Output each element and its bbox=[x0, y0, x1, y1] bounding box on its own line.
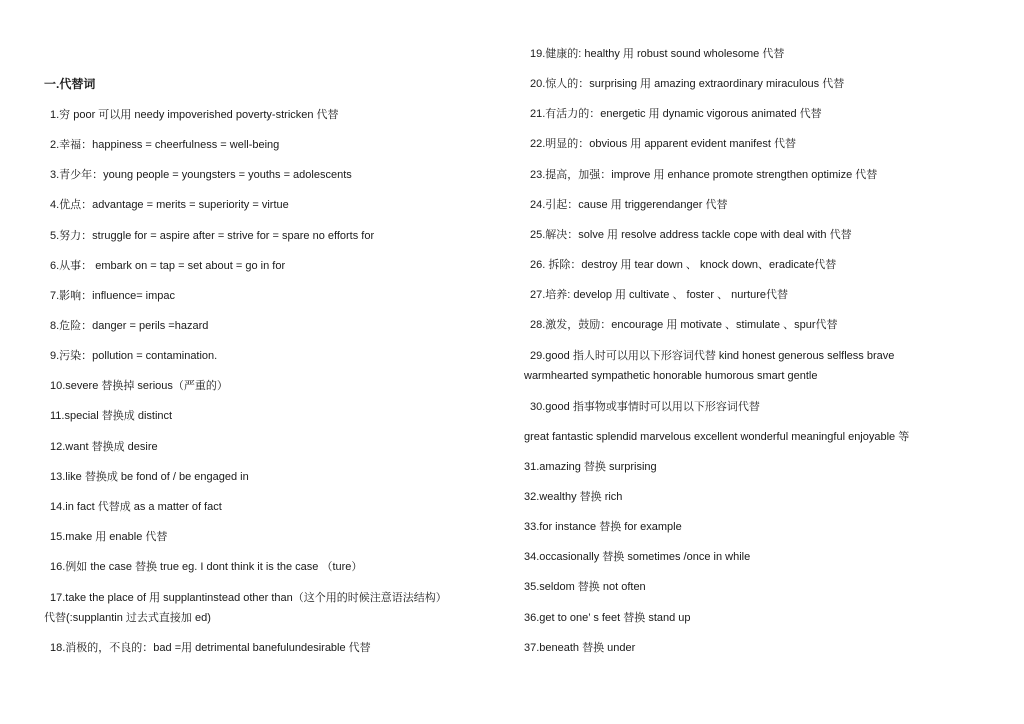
list-item-continuation: 代替(:supplantin 过去式直接加 ed) bbox=[44, 612, 211, 624]
list-item: 24.引起：cause 用 triggerendanger 代替 bbox=[530, 199, 728, 211]
list-item: 4.优点：advantage = merits = superiority = virtue bbox=[50, 199, 289, 211]
list-item: 32.wealthy 替换 rich bbox=[524, 491, 623, 503]
list-item: 21.有活力的：energetic 用 dynamic vigorous animated 代替 bbox=[530, 108, 822, 120]
list-item: 31.amazing 替换 surprising bbox=[524, 461, 657, 473]
list-item: 28.激发，鼓励：encourage 用 motivate 、stimulate 、spur代替 bbox=[530, 319, 838, 331]
list-item: 20.惊人的：surprising 用 amazing extraordinary miraculous 代替 bbox=[530, 78, 845, 90]
list-item-continuation: great fantastic splendid marvelous excellent wonderful meaningful enjoyable 等 bbox=[524, 431, 910, 443]
list-item: 2.幸福：happiness = cheerfulness = well-being bbox=[50, 139, 280, 151]
list-item: 27.培养: develop 用 cultivate 、 foster 、 nurture代替 bbox=[530, 289, 788, 301]
list-item: 1.穷 poor 可以用 needy impoverished poverty-stricken 代替 bbox=[50, 109, 339, 121]
list-item: 33.for instance 替换 for example bbox=[524, 521, 682, 533]
list-item: 29.good 指人时可以用以下形容词代替 kind honest generous selfless brave bbox=[530, 350, 895, 362]
list-item: 35.seldom 替换 not often bbox=[524, 581, 646, 593]
list-item: 10.severe 替换掉 serious（严重的） bbox=[50, 380, 228, 392]
list-item: 11.special 替换成 distinct bbox=[50, 410, 173, 422]
list-item: 7.影响：influence= impac bbox=[50, 290, 176, 302]
list-item: 8.危险：danger = perils =hazard bbox=[50, 320, 209, 332]
list-item: 34.occasionally 替换 sometimes /once in while bbox=[524, 551, 751, 563]
list-item: 6.从事： embark on = tap = set about = go in for bbox=[50, 260, 286, 272]
list-item: 30.good 指事物或事情时可以用以下形容词代替 bbox=[530, 401, 760, 413]
list-item: 14.in fact 代替成 as a matter of fact bbox=[50, 501, 222, 513]
list-item: 15.make 用 enable 代替 bbox=[50, 531, 168, 543]
list-item: 18.消极的，不良的：bad =用 detrimental banefulundesirable 代替 bbox=[50, 642, 371, 654]
list-item: 9.污染：pollution = contamination. bbox=[50, 350, 218, 362]
list-item: 36.get to one’ s feet 替换 stand up bbox=[524, 612, 691, 624]
list-item: 13.like 替换成 be fond of / be engaged in bbox=[50, 471, 249, 483]
list-item: 23.提高，加强：improve 用 enhance promote strengthen optimize 代替 bbox=[530, 169, 878, 181]
list-item: 12.want 替换成 desire bbox=[50, 441, 158, 453]
list-item: 3.青少年：young people = youngsters = youths = adolescents bbox=[50, 169, 352, 181]
list-item-continuation: warmhearted sympathetic honorable humorous smart gentle bbox=[524, 370, 818, 382]
list-item: 22.明显的：obvious 用 apparent evident manifest 代替 bbox=[530, 138, 796, 150]
list-item: 17.take the place of 用 supplantinstead other than（这个用的时候注意语法结构） bbox=[50, 592, 447, 604]
list-item: 16.例如 the case 替换 true eg. I dont think it is the case （ture） bbox=[50, 561, 363, 573]
list-item: 26. 拆除：destroy 用 tear down 、 knock down、eradicate代替 bbox=[530, 259, 837, 271]
list-item: 37.beneath 替换 under bbox=[524, 642, 636, 654]
list-item: 25.解决：solve 用 resolve address tackle cope with deal with 代替 bbox=[530, 229, 852, 241]
section-title: 一.代替词 bbox=[44, 77, 96, 91]
list-item: 19.健康的: healthy 用 robust sound wholesome 代替 bbox=[530, 48, 785, 60]
list-item: 5.努力：struggle for = aspire after = strive for = spare no efforts for bbox=[50, 230, 375, 242]
